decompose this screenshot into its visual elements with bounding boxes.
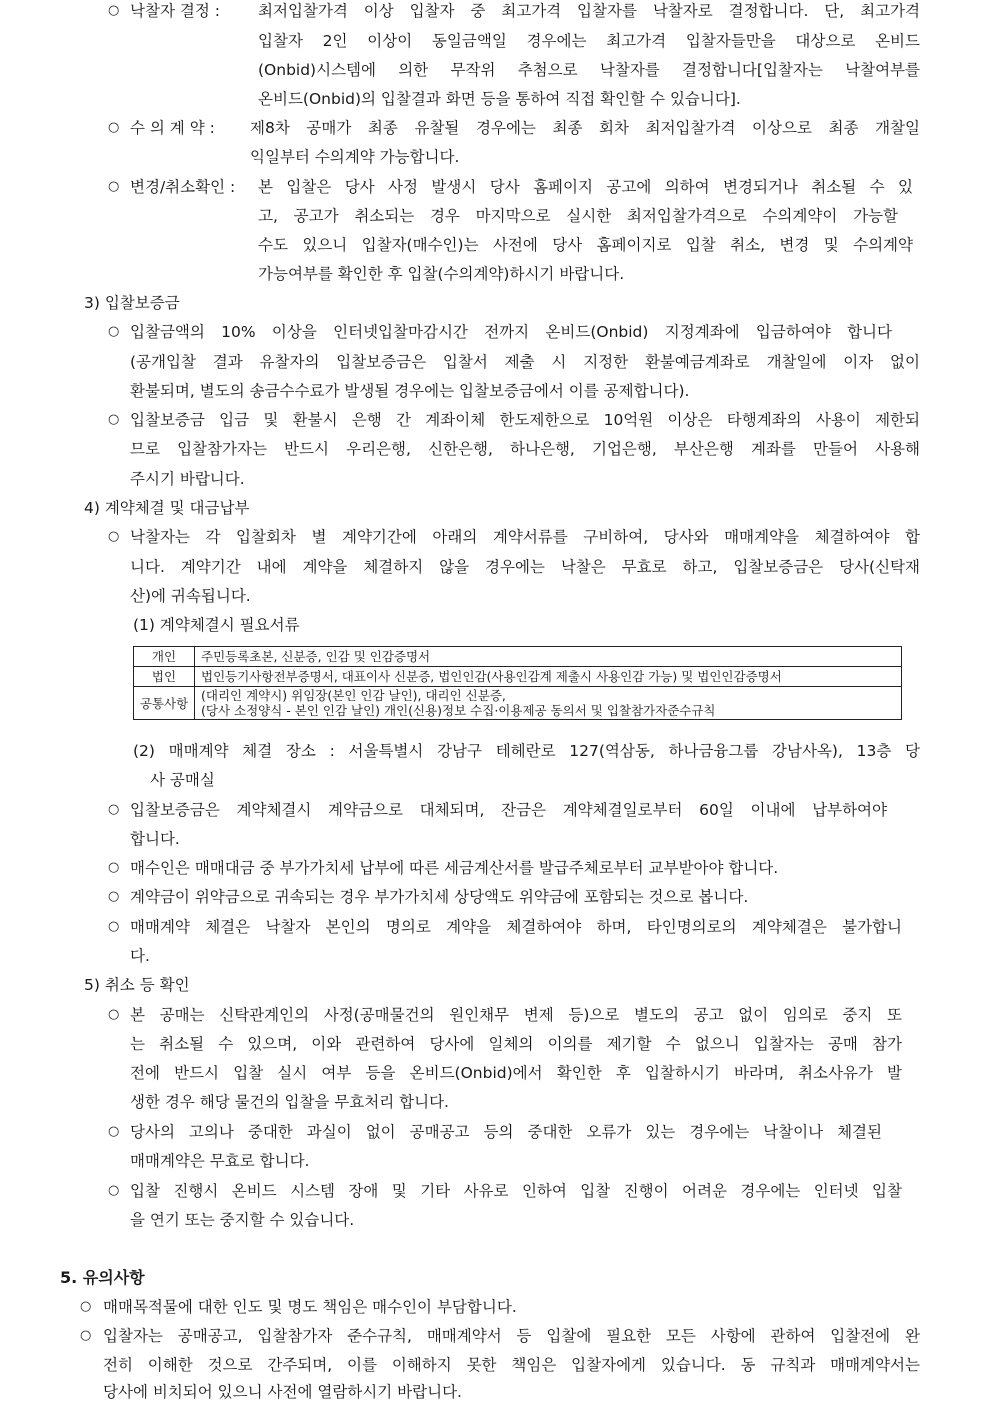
table-value-line: (대리인 계약시) 위임장(본인 인감 날인), 대리인 신분증, [201,688,506,703]
bullet: ○ [108,324,120,339]
change-cancel-line: 가능여부를 확인한 후 입찰(수의계약)하시기 바랍니다. [258,265,625,283]
award-label: 낙찰자 결정 : [130,2,220,20]
paragraph-line: 주시기 바랍니다. [130,470,245,488]
award-line: (Onbid)시스템에 의한 무작위 추첨으로 낙찰자를 결정합니다[입찰자는 낙찰여부를 [258,61,920,79]
table-row [134,647,902,667]
bullet: ○ [108,3,120,18]
required-documents-table [133,646,902,720]
paragraph-line: 는 취소될 수 있으며, 이와 관련하여 당사에 일체의 이의를 제기할 수 없으니 입찰자는 공매 참가 [130,1035,902,1053]
change-cancel-line: 수도 있으니 입찰자(매수인)는 사전에 당사 홈페이지로 입찰 취소, 변경 및 수의계약 [258,236,913,254]
paragraph-line: 당사의 고의나 중대한 과실이 없이 공매공고 등의 중대한 오류가 있는 경우에는 낙찰이나 체결된 [130,1123,882,1141]
private-contract-line: 제8차 공매가 최종 유찰될 경우에는 최종 회차 최저입찰가격 이상으로 최종 개찰일 [250,119,920,137]
bullet: ○ [108,412,120,427]
section-heading: 5) 취소 등 확인 [84,976,190,994]
bullet: ○ [108,179,120,194]
subheading: (1) 계약체결시 필요서류 [133,616,300,634]
paragraph-line: 환불되며, 별도의 송금수수료가 발생될 경우에는 입찰보증금에서 이를 공제합니다). [130,382,690,400]
paragraph-line: 을 연기 또는 중지할 수 있습니다. [130,1211,355,1229]
bullet: ○ [80,1299,92,1314]
bullet: ○ [80,1328,92,1343]
section-heading: 4) 계약체결 및 대금납부 [84,499,250,517]
section-heading: 3) 입찰보증금 [84,294,180,312]
paragraph-line: 합니다. [130,830,180,848]
bullet: ○ [108,1007,120,1022]
paragraph-line: 본 공매는 신탁관계인의 사정(공매물건의 원인채무 변제 등)으로 별도의 공고 없이 임의로 중지 또 [130,1006,902,1024]
award-line: 최저입찰가격 이상 입찰자 중 최고가격 입찰자를 낙찰자로 결정합니다. 단, 최고가격 [258,2,920,20]
paragraph-line: 사 공매실 [150,771,215,789]
bullet: ○ [108,919,120,934]
table-key-cell: 법인 [134,667,195,687]
table-key-cell: 공통사항 [134,687,195,720]
bullet: ○ [108,802,120,817]
bullet: ○ [108,860,120,875]
bullet: ○ [108,1183,120,1198]
change-cancel-line: 고, 공고가 취소되는 경우 마지막으로 실시한 최저입찰가격으로 수의계약이 가능할 [258,207,898,225]
paragraph-line: 니다. 계약기간 내에 계약을 체결하지 않을 경우에는 낙찰은 무효로 하고, 입찰보증금은 당사(신탁재 [130,558,920,576]
paragraph-line: 입찰보증금 입금 및 환불시 은행 간 계좌이체 한도제한으로 10억원 이상은 타행계좌의 사용이 제한되 [130,411,920,429]
change-cancel-label: 변경/취소확인 : [130,178,236,196]
award-line: 입찰자 2인 이상이 동일금액일 경우에는 최고가격 입찰자들만을 대상으로 온비드 [258,32,920,50]
bullet: ○ [108,120,120,135]
table-value-cell [195,647,902,667]
bullet: ○ [108,1124,120,1139]
paragraph-line: 입찰자는 공매공고, 입찰참가자 준수규칙, 매매계약서 등 입찰에 필요한 모든 사항에 관하여 입찰전에 완 [103,1327,920,1345]
paragraph-line: 다. [130,947,150,965]
paragraph-line: 입찰 진행시 온비드 시스템 장애 및 기타 사유로 인하여 입찰 진행이 어려운 경우에는 인터넷 입찰 [130,1182,902,1200]
paragraph-line: 입찰보증금은 계약체결시 계약금으로 대체되며, 잔금은 계약체결일로부터 60일 이내에 납부하여야 [130,801,887,819]
private-contract-line: 익일부터 수의계약 가능합니다. [250,148,460,166]
table-key-cell: 개인 [134,647,195,667]
paragraph-line: 계약금이 위약금으로 귀속되는 경우 부가가치세 상당액도 위약금에 포함되는 것으로 봅니다. [130,888,749,906]
table-value-line: 법인등기사항전부증명서, 대표이사 신분증, 법인인감(사용인감계 제출시 사용인감 가능) 및 법인인감증명서 [201,669,782,684]
change-cancel-line: 본 입찰은 당사 사정 발생시 당사 홈페이지 공고에 의하여 변경되거나 취소될 수 있 [258,178,913,196]
award-line: 온비드(Onbid)의 입찰결과 화면 등을 통하여 직접 확인할 수 있습니다]. [258,90,741,108]
table-value-cell [195,667,902,687]
paragraph-line: 전히 이해한 것으로 간주되며, 이를 이해하지 못한 책임은 입찰자에게 있습니다. 동 규칙과 매매계약서는 [103,1356,920,1374]
table-value-line: 주민등록초본, 신분증, 인감 및 인감증명서 [201,649,431,664]
paragraph-line: 매매계약 체결은 낙찰자 본인의 명의로 계약을 체결하여야 하며, 타인명의로의 계약체결은 불가합니 [130,918,902,936]
paragraph-line: 매매계약은 무효로 합니다. [130,1152,310,1170]
paragraph-line: 매수인은 매매대금 중 부가가치세 납부에 따른 세금계산서를 발급주체로부터 교부받아야 합니다. [130,859,779,877]
table-value-cell [195,687,902,720]
paragraph-line: 입찰금액의 10% 이상을 인터넷입찰마감시간 전까지 온비드(Onbid) 지정계좌에 입금하여야 합니다 [130,323,892,341]
paragraph-line: 생한 경우 해당 물건의 입찰을 무효처리 합니다. [130,1093,449,1111]
private-contract-label: 수 의 계 약 : [130,119,215,137]
table-row [134,667,902,687]
section-title: 5. 유의사항 [60,1268,145,1287]
paragraph-line: 매매목적물에 대한 인도 및 명도 책임은 매수인이 부담합니다. [103,1298,517,1316]
paragraph-line: (2) 매매계약 체결 장소 : 서울특별시 강남구 테헤란로 127(역삼동, 하나금융그룹 강남사옥), 13층 당 [133,742,920,760]
bullet: ○ [108,529,120,544]
table-row [134,687,902,720]
paragraph-line: 므로 입찰참가자는 반드시 우리은행, 신한은행, 하나은행, 기업은행, 부산은행 계좌를 만들어 사용해 [130,440,920,458]
paragraph-line: 산)에 귀속됩니다. [130,587,251,605]
bullet: ○ [108,889,120,904]
paragraph-line: 당사에 비치되어 있으니 사전에 열람하시기 바랍니다. [103,1383,462,1401]
paragraph-line: 전에 반드시 입찰 실시 여부 등을 온비드(Onbid)에서 확인한 후 입찰하시기 바라며, 취소사유가 발 [130,1064,902,1082]
paragraph-line: 낙찰자는 각 입찰회차 별 계약기간에 아래의 계약서류를 구비하여, 당사와 매매계약을 체결하여야 합 [130,528,920,546]
table-value-line: (당사 소정양식 - 본인 인감 날인) 개인(신용)정보 수집·이용제공 동의서 및 입찰참가자준수규칙 [201,703,716,718]
paragraph-line: (공개입찰 결과 유찰자의 입찰보증금은 입찰서 제출 시 지정한 환불예금계좌로 개찰일에 이자 없이 [130,353,920,371]
